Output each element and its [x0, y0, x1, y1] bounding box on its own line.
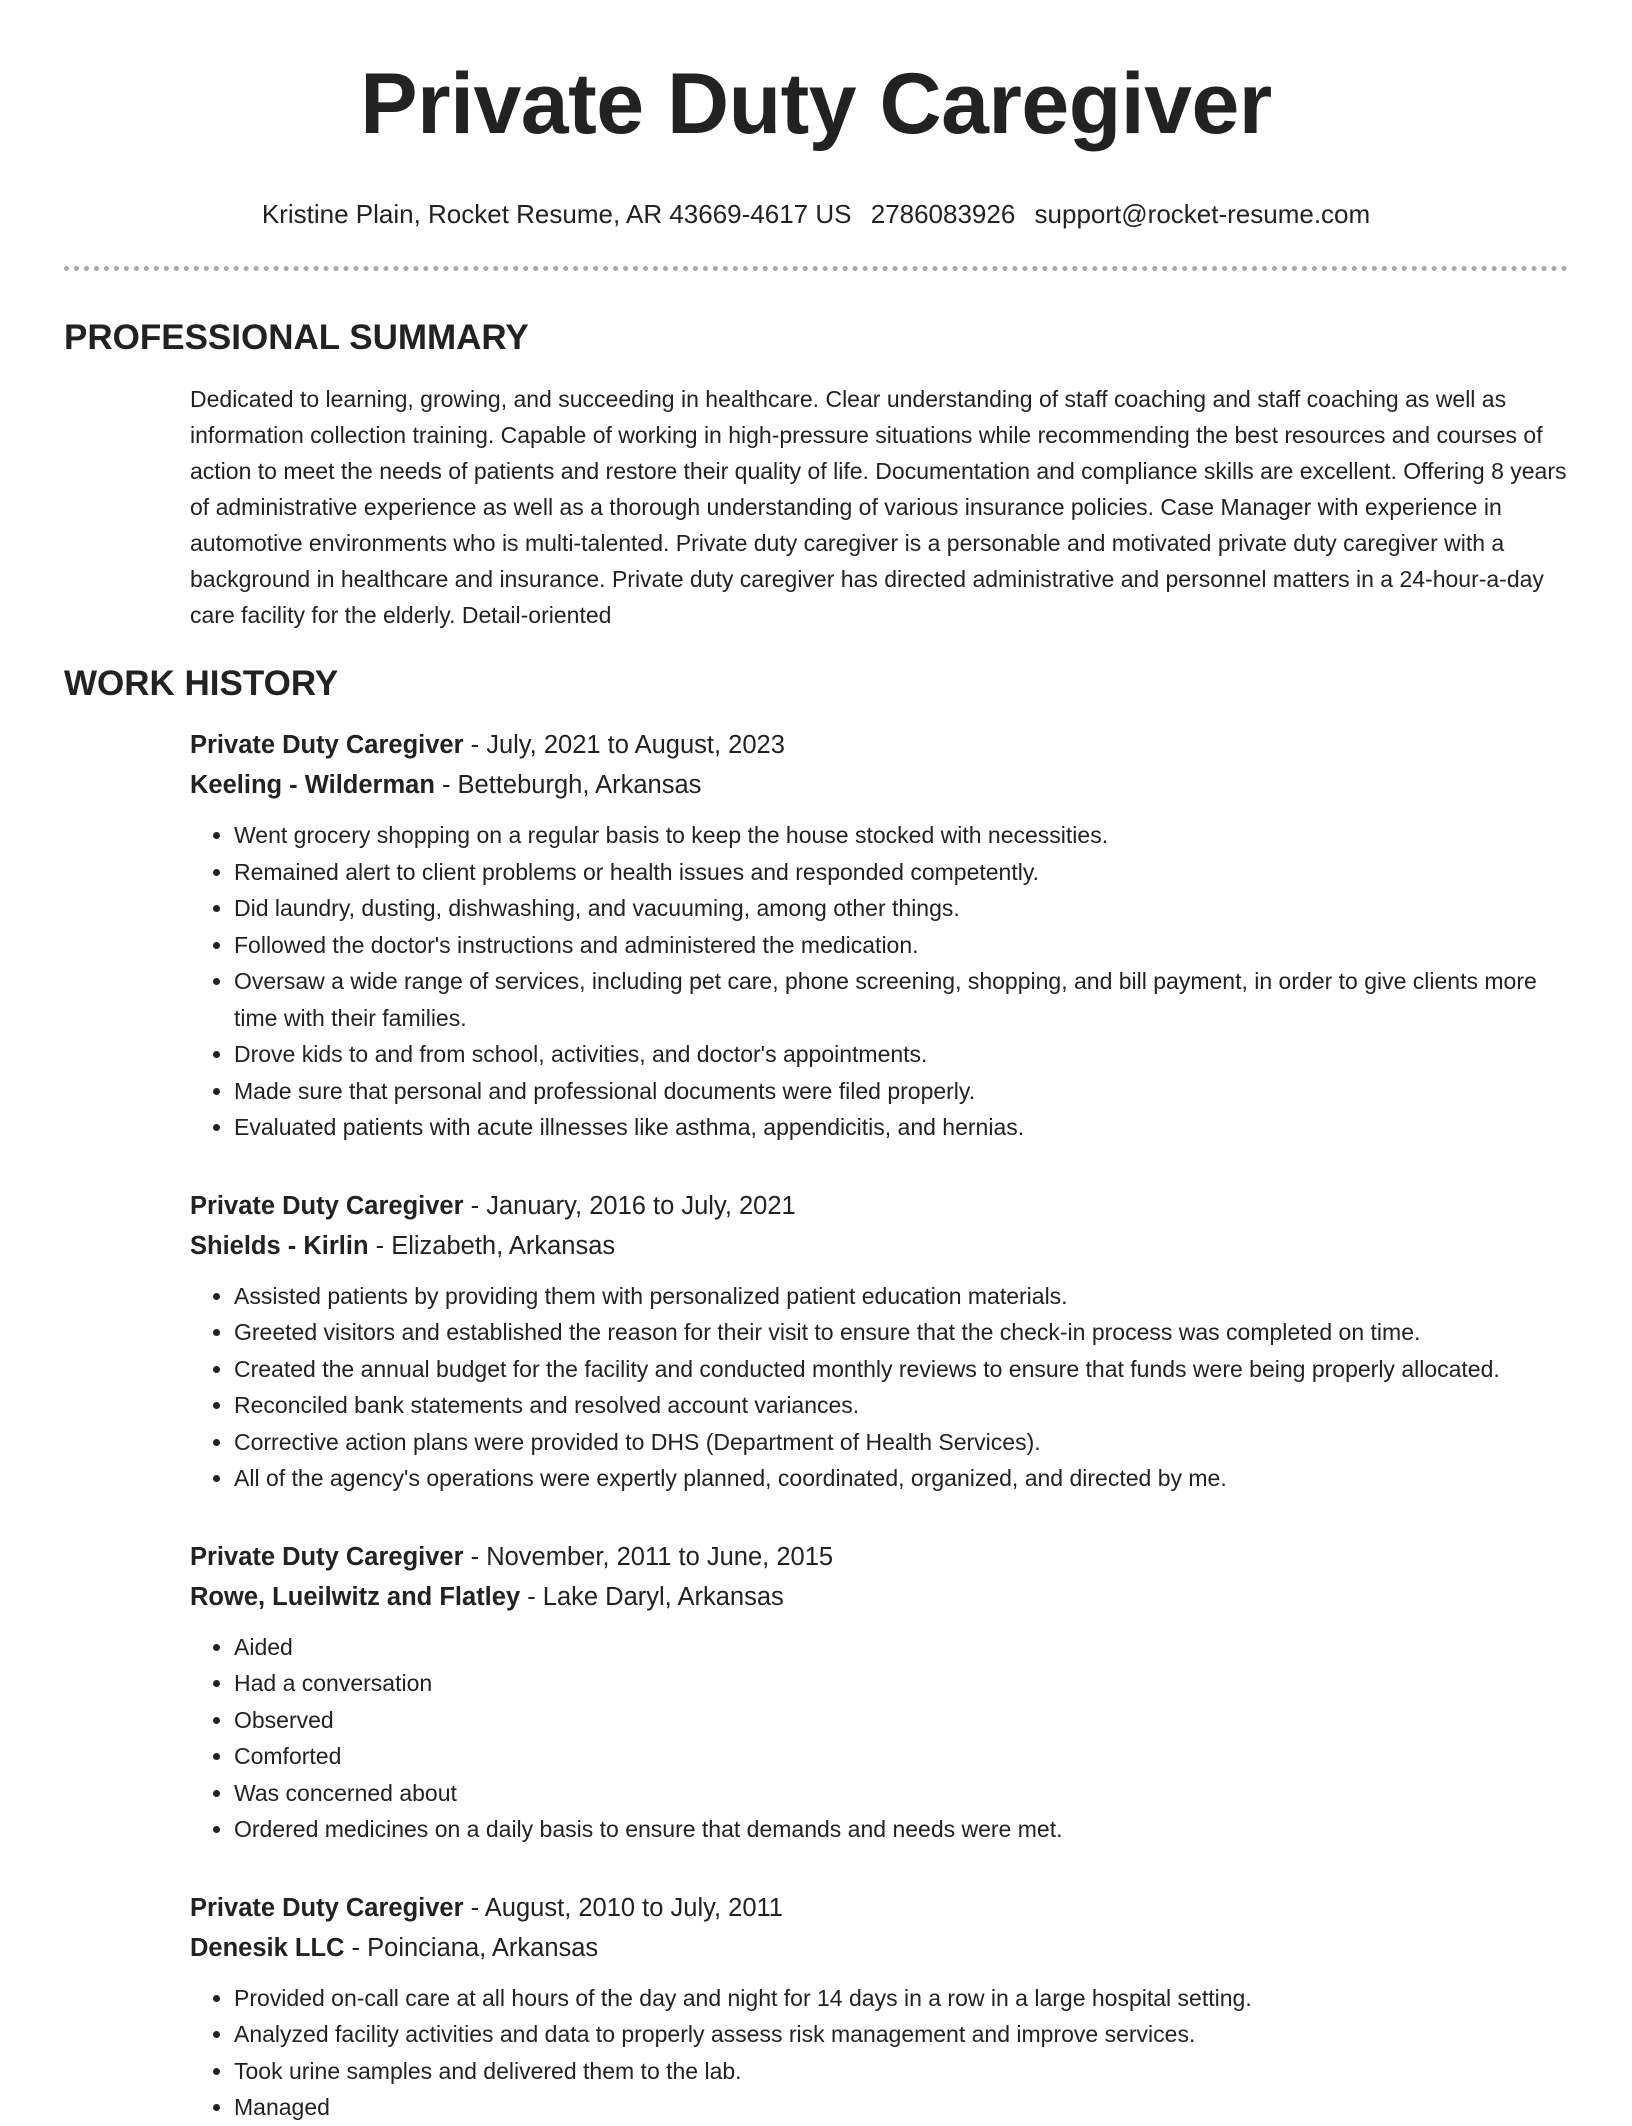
job-duty-item: • Was concerned about	[234, 1775, 1568, 1812]
job-duty-item: • Created the annual budget for the facility and conducted monthly reviews to ensure that funds were being properly allocated.	[234, 1351, 1568, 1388]
job-duty-item: • Drove kids to and from school, activities, and doctor's appointments.	[234, 1036, 1568, 1073]
job-company: Rowe, Lueilwitz and Flatley	[190, 1582, 521, 1611]
job-duty-item: • All of the agency's operations were expertly planned, coordinated, organized, and directed by me.	[234, 1460, 1568, 1497]
job-duty-item: • Aided	[234, 1629, 1568, 1666]
job-entry	[190, 725, 1568, 1146]
job-duty-item: • Made sure that personal and professional documents were filed properly.	[234, 1073, 1568, 1110]
job-title-line	[190, 1537, 1568, 1577]
job-entry	[190, 1888, 1568, 2126]
job-duties	[190, 1980, 1568, 2126]
job-role: Private Duty Caregiver	[190, 1542, 464, 1571]
job-duty-item: • Provided on-call care at all hours of the day and night for 14 days in a row in a large hospital setting.	[234, 1980, 1568, 2017]
contact-phone: 2786083926	[870, 199, 1016, 229]
job-title-line	[190, 1186, 1568, 1226]
job-duties	[190, 817, 1568, 1146]
job-dates: - July, 2021 to August, 2023	[463, 731, 785, 759]
job-dates: - January, 2016 to July, 2021	[463, 1191, 796, 1220]
resume-name: Private Duty Caregiver	[360, 56, 1272, 152]
job-title-line	[190, 1888, 1568, 1928]
job-duty-item: • Corrective action plans were provided to DHS (Department of Health Services).	[234, 1424, 1568, 1461]
job-location: - Elizabeth, Arkansas	[368, 1231, 616, 1260]
job-location: - Lake Daryl, Arkansas	[520, 1582, 784, 1611]
job-duty-item: • Did laundry, dusting, dishwashing, and vacuuming, among other things.	[234, 890, 1568, 927]
job-duty-item: • Followed the doctor's instructions and administered the medication.	[234, 927, 1568, 964]
job-role: Private Duty Caregiver	[190, 731, 464, 759]
job-duty-item: • Evaluated patients with acute illnesses like asthma, appendicitis, and hernias.	[234, 1109, 1568, 1146]
job-duty-item: • Took urine samples and delivered them to the lab.	[234, 2053, 1568, 2090]
header-divider	[64, 266, 1568, 271]
job-duty-item: • Observed	[234, 1702, 1568, 1739]
job-dates: - November, 2011 to June, 2015	[463, 1542, 834, 1571]
job-company-line	[190, 1226, 1568, 1266]
job-company: Shields - Kirlin	[190, 1231, 369, 1260]
work-history-heading: WORK HISTORY	[64, 664, 339, 703]
job-company-line	[190, 1928, 1568, 1968]
job-location: - Poinciana, Arkansas	[344, 1933, 599, 1962]
job-duty-item: • Had a conversation	[234, 1665, 1568, 1702]
resume-page	[64, 0, 1568, 2126]
job-company-line	[190, 1577, 1568, 1617]
job-location: - Betteburgh, Arkansas	[434, 771, 702, 799]
job-duty-item: • Comforted	[234, 1738, 1568, 1775]
job-title-line	[190, 725, 1568, 765]
job-duty-item: • Assisted patients by providing them with personalized patient education materials.	[234, 1278, 1568, 1315]
job-role: Private Duty Caregiver	[190, 1191, 464, 1220]
job-company: Keeling - Wilderman	[190, 771, 435, 799]
job-duty-item: • Remained alert to client problems or health issues and responded competently.	[234, 854, 1568, 891]
job-duty-item: • Oversaw a wide range of services, including pet care, phone screening, shopping, and bill payment, in order to give clients more time with their families.	[234, 963, 1568, 1036]
job-duty-item: • Went grocery shopping on a regular basis to keep the house stocked with necessities.	[234, 817, 1568, 854]
job-duties	[190, 1629, 1568, 1848]
job-duty-item: • Reconciled bank statements and resolved account variances.	[234, 1387, 1568, 1424]
contact-line	[64, 198, 1568, 230]
job-entry	[190, 1537, 1568, 1848]
summary-text: Dedicated to learning, growing, and succeeding in healthcare. Clear understanding of staff coaching and staff coaching as well as information collection training. Capable of working in high-pressure situations while recommending the best resources and courses of action to meet the needs of patients and restore their quality of life. Documentation and compliance skills are excellent. Offering 8 years of administrative experience as well as a thorough understanding of various insurance policies. Case Manager with experience in automotive environments who is multi-talented. Private duty caregiver is a personable and motivated private duty caregiver with a background in healthcare and insurance. Private duty caregiver has directed administrative and personnel matters in a 24-hour-a-day care facility for the elderly. Detail-oriented	[190, 386, 1567, 628]
summary-heading: PROFESSIONAL SUMMARY	[64, 318, 529, 357]
job-duty-item: • Analyzed facility activities and data to properly assess risk management and improve services.	[234, 2016, 1568, 2053]
job-duty-item: • Greeted visitors and established the reason for their visit to ensure that the check-in process was completed on time.	[234, 1314, 1568, 1351]
job-entry	[190, 1186, 1568, 1497]
work-history-list	[190, 725, 1568, 2126]
job-dates: - August, 2010 to July, 2011	[463, 1893, 783, 1922]
job-duty-item: • Ordered medicines on a daily basis to ensure that demands and needs were met.	[234, 1811, 1568, 1848]
contact-address: Kristine Plain, Rocket Resume, AR 43669-4617 US	[261, 199, 852, 229]
job-company-line	[190, 765, 1568, 805]
job-duty-item: • Managed	[234, 2089, 1568, 2126]
job-company: Denesik LLC	[190, 1933, 345, 1962]
contact-email: support@rocket-resume.com	[1034, 199, 1371, 229]
job-role: Private Duty Caregiver	[190, 1893, 464, 1922]
job-duties	[190, 1278, 1568, 1497]
